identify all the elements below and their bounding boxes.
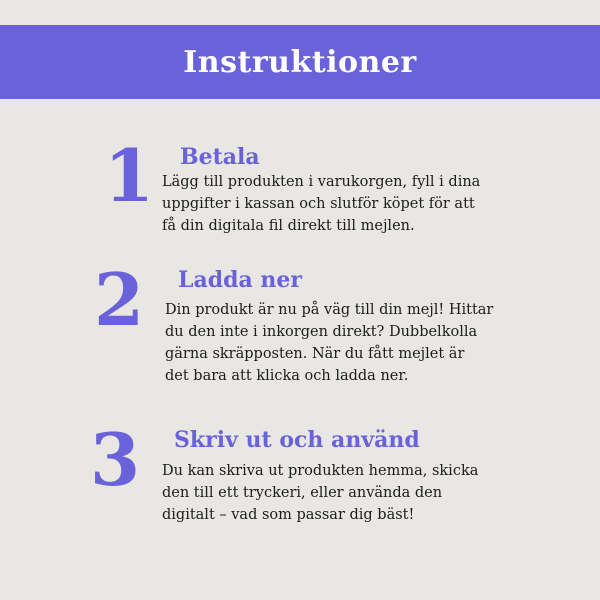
step-number: 2 (94, 257, 145, 342)
step-number: 3 (90, 417, 141, 502)
description-line: få din digitala fil direkt till mejlen. (162, 218, 415, 234)
description-line: det bara att klicka och ladda ner. (165, 368, 409, 384)
description-line: Din produkt är nu på väg till din mejl! Hittar (165, 302, 494, 318)
description-line: gärna skräpposten. När du fått mejlet är (165, 346, 465, 362)
description-line: den till ett tryckeri, eller använda den (162, 485, 443, 501)
description-line: du den inte i inkorgen direkt? Dubbelkolla (165, 324, 478, 340)
step-title: Ladda ner (178, 267, 302, 293)
description-line: digitalt – vad som passar dig bäst! (162, 507, 415, 523)
step-number: 1 (104, 133, 155, 218)
page-title: Instruktioner (183, 44, 417, 80)
header-banner (0, 25, 600, 99)
description-line: uppgifter i kassan och slutför köpet för att (162, 196, 475, 212)
step-description (162, 171, 522, 237)
step-description (162, 460, 517, 526)
description-line: Du kan skriva ut produkten hemma, skicka (162, 463, 479, 479)
step-title: Skriv ut och använd (174, 427, 420, 453)
description-line: Lägg till produkten i varukorgen, fyll i dina (162, 174, 481, 190)
step-title: Betala (180, 144, 260, 170)
step-description (165, 299, 510, 387)
